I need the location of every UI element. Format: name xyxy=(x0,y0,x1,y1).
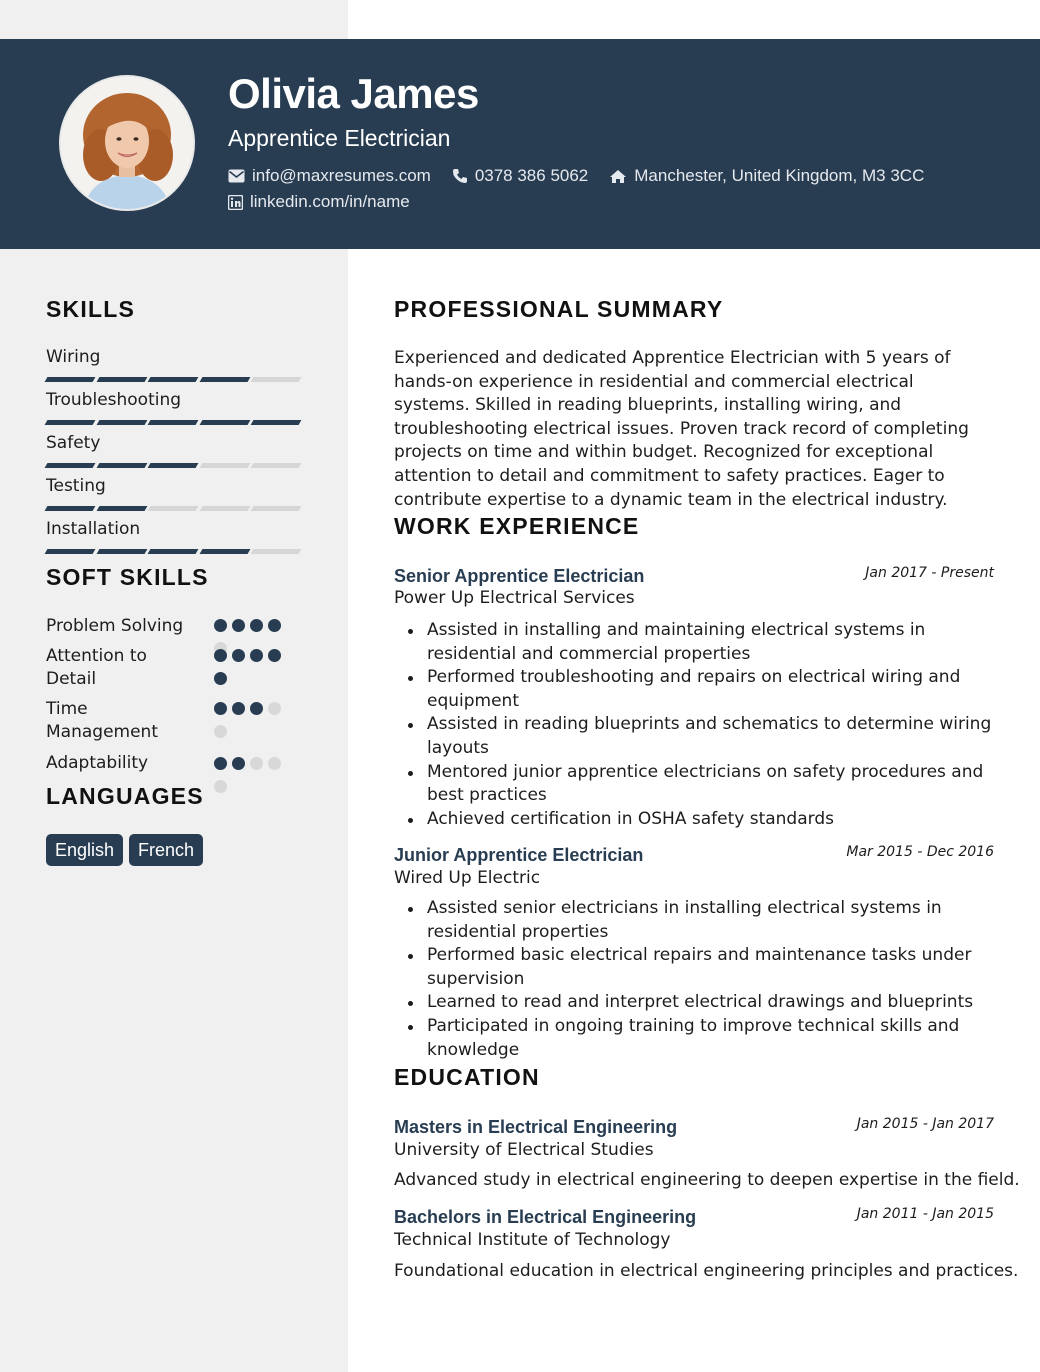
skill-level-segment xyxy=(251,463,302,468)
rating-dot xyxy=(268,757,281,770)
skill-level-segment xyxy=(45,463,96,468)
skill-level-segment xyxy=(199,506,250,511)
degree-dates: Jan 2011 - Jan 2015 xyxy=(856,1206,994,1222)
job-bullet: Performed troubleshooting and repairs on electrical wiring and equipment xyxy=(394,666,994,713)
rating-dot xyxy=(250,649,263,662)
skill-level-segment xyxy=(96,420,147,425)
skill-level-bar xyxy=(46,420,304,425)
degree-title: Masters in Electrical Engineering xyxy=(394,1117,678,1137)
job-title: Junior Apprentice Electrician xyxy=(394,845,644,865)
job-bullet: Assisted in installing and maintaining electrical systems in residential and commercial properties xyxy=(394,619,994,666)
skill-level-segment xyxy=(199,549,250,554)
skill-level-segment xyxy=(45,420,96,425)
soft-skill-rating xyxy=(214,649,294,695)
skill-level-segment xyxy=(45,377,96,382)
job-bullet: Performed basic electrical repairs and maintenance tasks under supervision xyxy=(394,944,994,991)
skill-level-segment xyxy=(251,506,302,511)
job-bullets xyxy=(394,619,994,831)
contact-row-2 xyxy=(228,192,431,212)
job-company: Wired Up Electric xyxy=(394,868,541,888)
skill-label: Installation xyxy=(46,519,141,539)
skill-level-segment xyxy=(96,549,147,554)
skill-level-segment xyxy=(148,420,199,425)
skill-level-segment xyxy=(45,549,96,554)
home-icon xyxy=(609,169,627,184)
skill-label: Testing xyxy=(46,476,106,496)
rating-dot xyxy=(268,649,281,662)
skill-level-segment xyxy=(251,420,302,425)
skill-level-segment xyxy=(199,463,250,468)
soft-skill-label: Problem Solving xyxy=(46,616,184,636)
language-tag: English xyxy=(46,834,123,866)
job-bullet: Mentored junior apprentice electricians on safety procedures and best practices xyxy=(394,761,994,808)
skill-level-segment xyxy=(199,377,250,382)
job-company: Power Up Electrical Services xyxy=(394,588,635,608)
job-bullet: Assisted in reading blueprints and schematics to determine wiring layouts xyxy=(394,713,994,760)
job-bullet: Assisted senior electricians in installing electrical systems in residential properties xyxy=(394,897,994,944)
skill-level-segment xyxy=(96,463,147,468)
phone-item[interactable] xyxy=(452,166,588,186)
rating-dot xyxy=(214,672,227,685)
phone-icon xyxy=(452,168,468,184)
rating-dot xyxy=(250,757,263,770)
soft-skill-label: Adaptability xyxy=(46,753,149,773)
rating-dot xyxy=(214,725,227,738)
rating-dot xyxy=(232,702,245,715)
rating-dot xyxy=(214,780,227,793)
skill-level-segment xyxy=(148,377,199,382)
skill-level-segment xyxy=(251,549,302,554)
skill-level-bar xyxy=(46,463,304,468)
contact-row xyxy=(228,166,945,186)
soft-skills-heading: SOFT SKILLS xyxy=(46,564,209,590)
degree-title: Bachelors in Electrical Engineering xyxy=(394,1207,697,1227)
soft-skill-rating xyxy=(214,702,294,748)
school-name: Technical Institute of Technology xyxy=(394,1230,671,1250)
skill-level-segment xyxy=(251,377,302,382)
email-text: info@maxresumes.com xyxy=(252,166,431,185)
skill-label: Safety xyxy=(46,433,101,453)
rating-dot xyxy=(268,619,281,632)
rating-dot xyxy=(214,619,227,632)
rating-dot xyxy=(232,757,245,770)
skill-label: Troubleshooting xyxy=(46,390,182,410)
skill-level-bar xyxy=(46,549,304,554)
soft-skill-rating xyxy=(214,757,294,803)
rating-dot xyxy=(232,649,245,662)
rating-dot xyxy=(214,757,227,770)
skill-level-segment xyxy=(148,463,199,468)
degree-description: Foundational education in electrical engineering principles and practices. xyxy=(394,1261,1019,1281)
job-dates: Mar 2015 - Dec 2016 xyxy=(846,844,994,860)
job-bullet: Learned to read and interpret electrical drawings and blueprints xyxy=(394,991,994,1015)
education-heading: EDUCATION xyxy=(394,1064,540,1090)
envelope-icon xyxy=(228,169,245,183)
job-dates: Jan 2017 - Present xyxy=(865,565,994,581)
skill-level-bar xyxy=(46,377,304,382)
skill-level-bar xyxy=(46,506,304,511)
rating-dot xyxy=(214,702,227,715)
job-bullet: Participated in ongoing training to improve technical skills and knowledge xyxy=(394,1015,994,1062)
skill-level-segment xyxy=(148,549,199,554)
candidate-title: Apprentice Electrician xyxy=(228,125,451,151)
summary-text: Experienced and dedicated Apprentice Electrician with 5 years of hands-on experience in residential and commercial electrical systems. Skilled in reading blueprints, installing wiring, and troubleshooting electrical issues. Proven track record of completing projects on time and within budget. Recognized for exceptional attention to detail and commitment to safety practices. Eager to contribute expertise to a dynamic team in the electrical industry. xyxy=(394,348,969,510)
email-item[interactable] xyxy=(228,166,431,186)
school-name: University of Electrical Studies xyxy=(394,1140,654,1160)
degree-dates: Jan 2015 - Jan 2017 xyxy=(856,1116,994,1132)
resume-header xyxy=(0,39,1040,249)
profile-photo xyxy=(59,75,195,211)
job-bullet: Achieved certification in OSHA safety standards xyxy=(394,808,994,832)
experience-heading: WORK EXPERIENCE xyxy=(394,513,640,539)
skill-level-segment xyxy=(199,420,250,425)
skill-level-segment xyxy=(96,377,147,382)
soft-skill-label: Time Management xyxy=(46,699,158,742)
rating-dot xyxy=(250,619,263,632)
candidate-name: Olivia James xyxy=(228,70,479,117)
degree-description: Advanced study in electrical engineering to deepen expertise in the field. xyxy=(394,1170,1020,1190)
rating-dot xyxy=(250,702,263,715)
job-title: Senior Apprentice Electrician xyxy=(394,566,645,586)
address-item xyxy=(609,166,924,186)
linkedin-icon xyxy=(228,195,243,210)
skills-heading: SKILLS xyxy=(46,296,135,322)
job-bullets xyxy=(394,897,994,1062)
summary-heading: PROFESSIONAL SUMMARY xyxy=(394,296,724,322)
skill-label: Wiring xyxy=(46,347,101,367)
skill-level-segment xyxy=(96,506,147,511)
language-tag: French xyxy=(129,834,203,866)
rating-dot xyxy=(214,649,227,662)
soft-skill-label: Attention to Detail xyxy=(46,646,147,689)
address-text: Manchester, United Kingdom, M3 3CC xyxy=(634,166,925,185)
linkedin-text: linkedin.com/in/name xyxy=(250,192,410,211)
rating-dot xyxy=(268,702,281,715)
rating-dot xyxy=(232,619,245,632)
languages-heading: LANGUAGES xyxy=(46,783,204,809)
skill-level-segment xyxy=(148,506,199,511)
linkedin-item[interactable] xyxy=(228,192,410,212)
skill-level-segment xyxy=(45,506,96,511)
phone-text: 0378 386 5062 xyxy=(474,166,589,185)
